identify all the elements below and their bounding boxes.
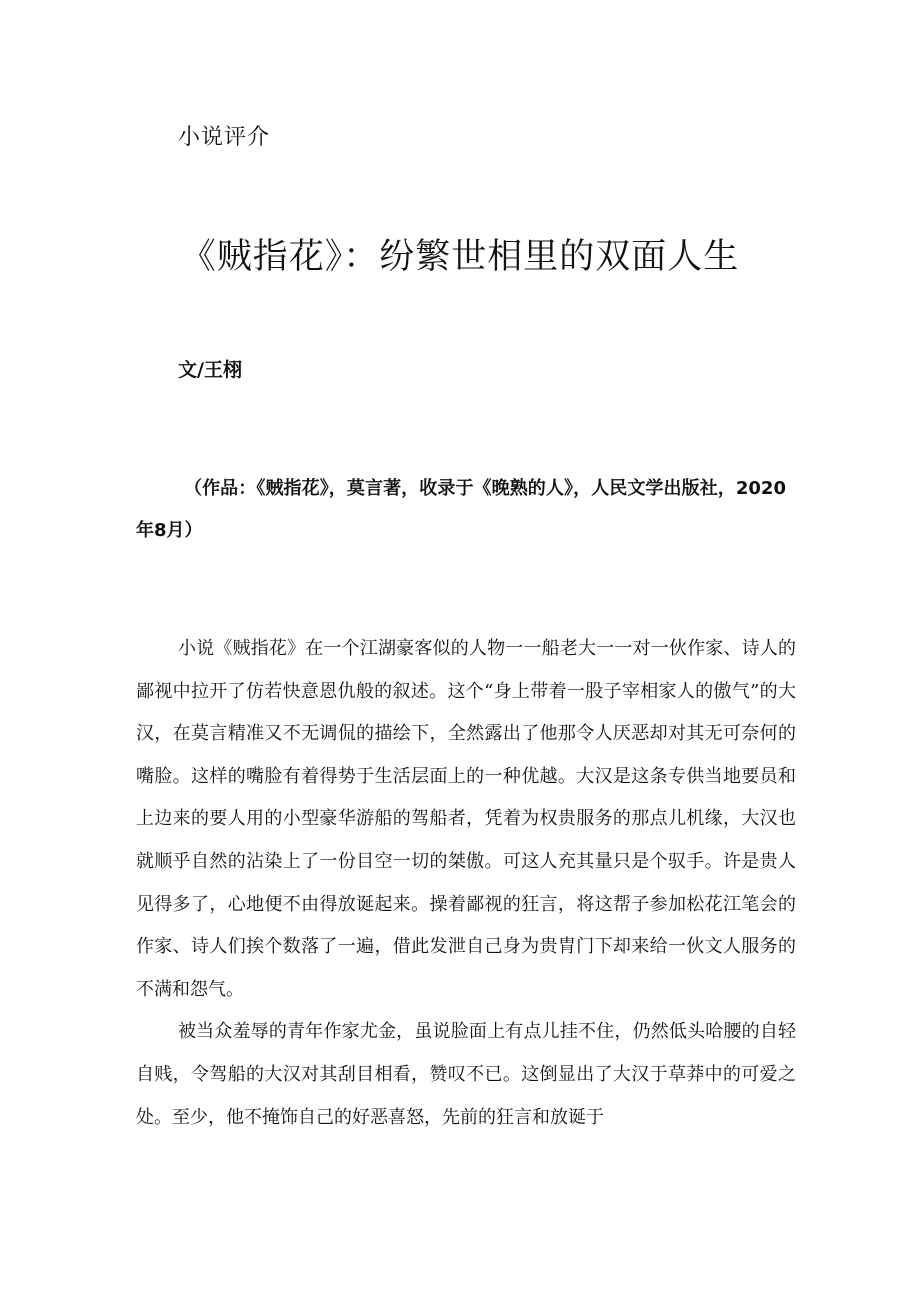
body-paragraph: 被当众羞辱的青年作家尤金，虽说脸面上有点儿挂不住，仍然低头哈腰的自轻自贱，令驾船的大汉对其刮目相看，赞叹不已。这倒显出了大汉于草莽中的可爱之处。至少，他不掩饰自己的好恶喜怒，先前的狂言和放诞于 <box>136 1021 796 1128</box>
body-paragraph: 小说《贼指花》在一个江湖豪客似的人物一一船老大一一对一伙作家、诗人的鄙视中拉开了仿若快意恩仇般的叙述。这个“身上带着一股子宰相家人的傲气”的大汉，在莫言精准又不无调侃的描绘下，全然露出了他那令人厌恶却对其无可奈何的嘴脸。这样的嘴脸有着得势于生活层面上的一种优越。大汉是这条专供当地要员和上边来的要人用的小型豪华游船的驾船者，凭着为权贵服务的那点儿机缘，大汉也就顺乎自然的沾染上了一份目空一切的桀傲。可这人充其量只是个驭手。许是贵人见得多了，心地便不由得放诞起来。操着鄙视的狂言，将这帮子参加松花江笔会的作家、诗人们挨个数落了一遍，借此发泄自己身为贵胄门下却来给一伙文人服务的不满和怨气。 <box>136 638 796 1000</box>
work-info: （作品：《贼指花》，莫言著，收录于《晚熟的人》，人民文学出版社，2020年8月） <box>136 478 786 541</box>
article-body <box>136 628 796 1139</box>
author-byline: 文/王栩 <box>178 359 242 381</box>
article-title: 《贼指花》：纷繁世相里的双面人生 <box>180 237 740 277</box>
section-label: 小说评介 <box>178 125 271 150</box>
